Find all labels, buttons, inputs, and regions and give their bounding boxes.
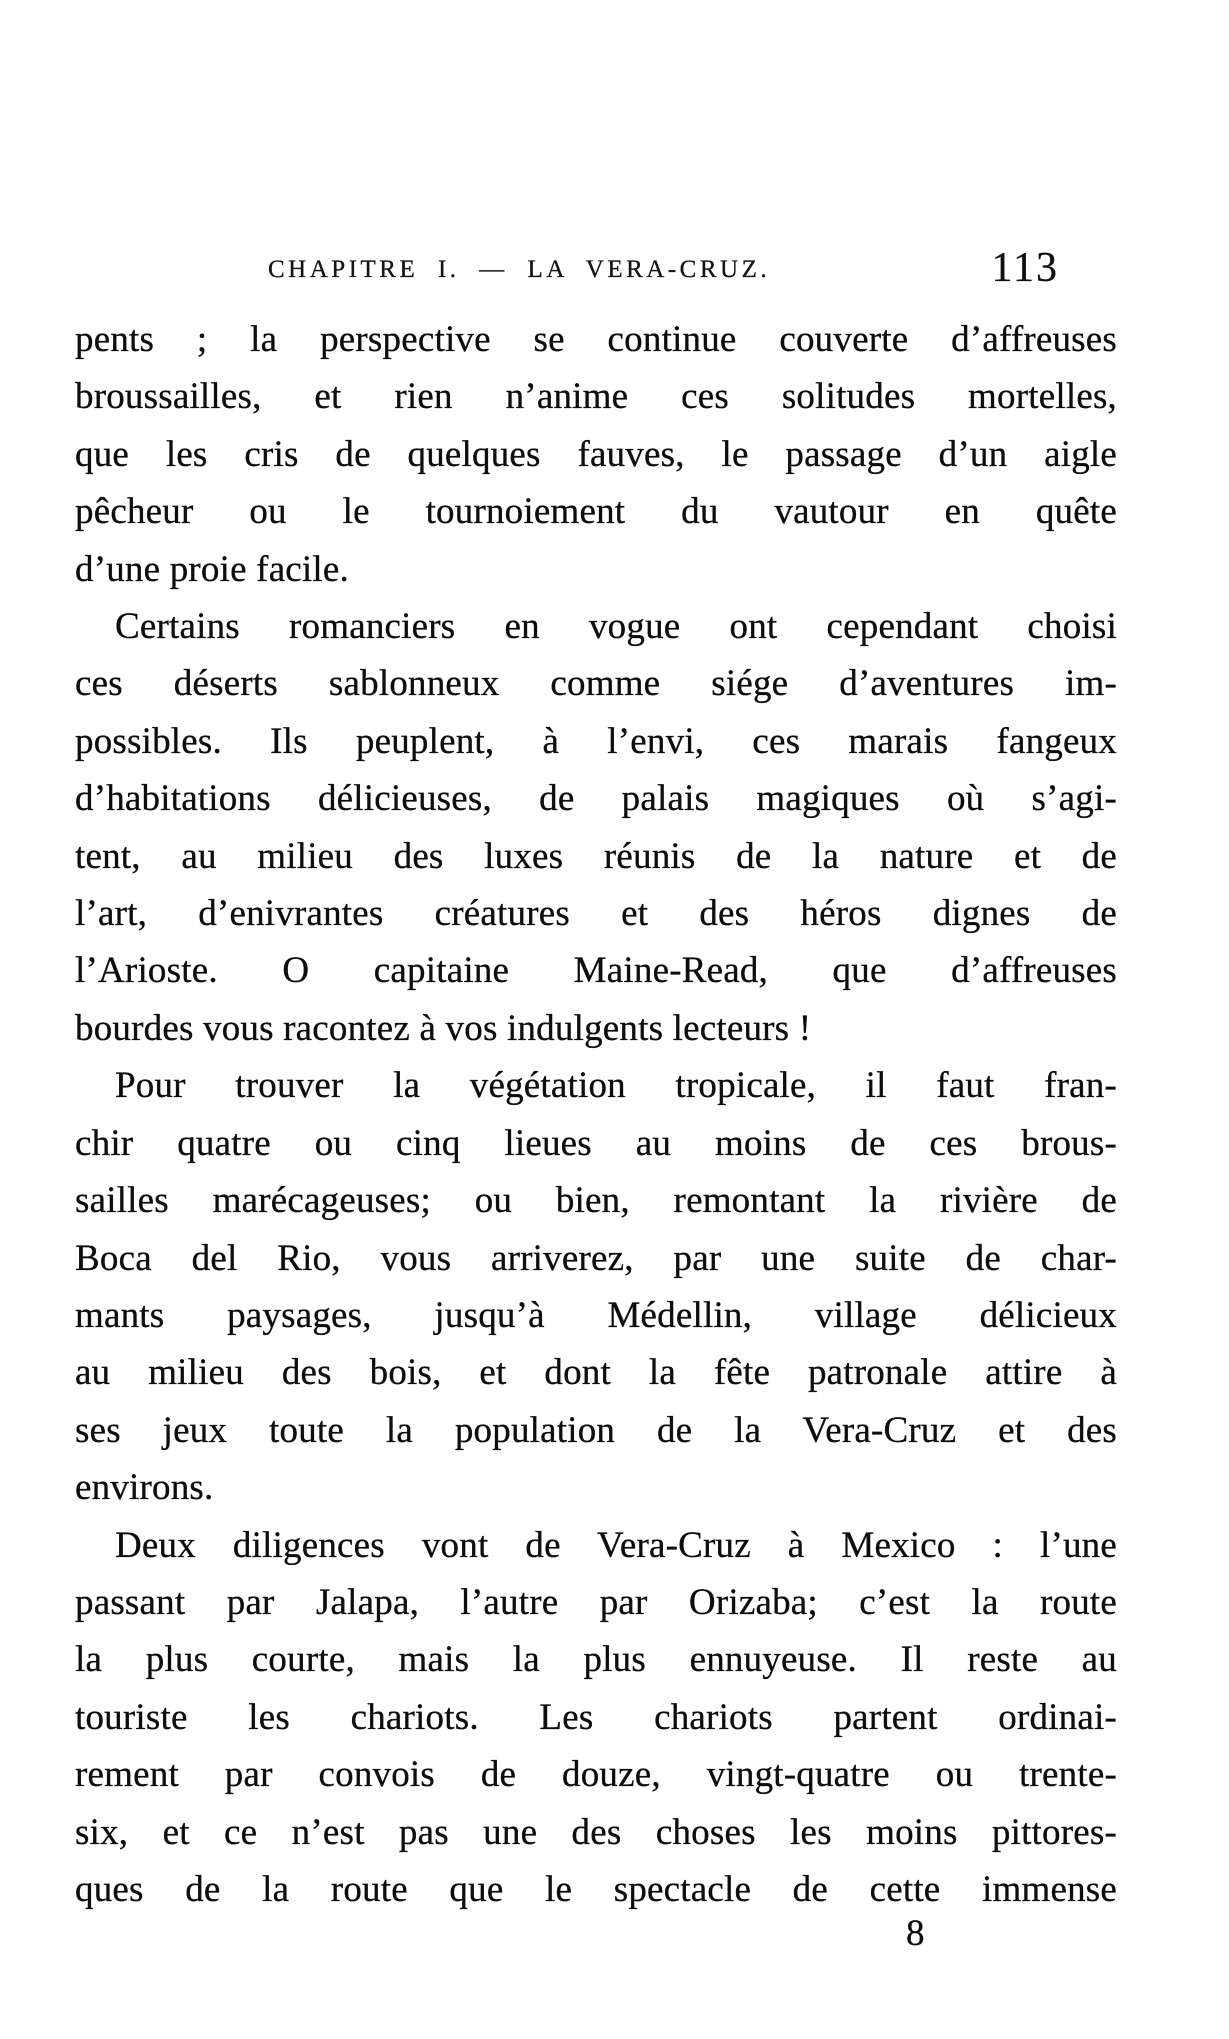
text-line: bourdes vous racontez à vos indulgents lecteurs ! bbox=[75, 1007, 812, 1049]
paragraph bbox=[75, 1517, 1117, 1919]
text-line: ses jeux toute la population de la Vera-Cruz et des bbox=[75, 1409, 1117, 1451]
text-line: pents ; la perspective se continue couverte d’affreuses bbox=[75, 319, 1117, 360]
text-line: six, et ce n’est pas une des choses les moins pittores- bbox=[75, 1811, 1117, 1853]
text-line: rement par convois de douze, vingt-quatre ou trente- bbox=[75, 1754, 1117, 1796]
text-line: au milieu des bois, et dont la fête patronale attire à bbox=[75, 1352, 1117, 1394]
text-line: la plus courte, mais la plus ennuyeuse. Il reste au bbox=[75, 1639, 1117, 1681]
text-line: Certains romanciers en vogue ont cependant choisi bbox=[115, 606, 1117, 648]
text-line: tent, au milieu des luxes réunis de la nature et de bbox=[75, 835, 1117, 877]
signature-mark: 8 bbox=[906, 1913, 925, 1954]
text-line: que les cris de quelques fauves, le passage d’un aigle bbox=[75, 433, 1117, 475]
text-line: Boca del Rio, vous arriverez, par une suite de char- bbox=[75, 1237, 1117, 1279]
page-number: 113 bbox=[991, 245, 1059, 291]
text-line: d’habitations délicieuses, de palais magiques où s’agi- bbox=[75, 778, 1117, 820]
text-line: environs. bbox=[75, 1467, 214, 1509]
text-line: possibles. Ils peuplent, à l’envi, ces marais fangeux bbox=[75, 720, 1117, 762]
text-line: Deux diligences vont de Vera-Cruz à Mexico : l’une bbox=[115, 1524, 1117, 1566]
text-line: pêcheur ou le tournoiement du vautour en quête bbox=[75, 491, 1117, 533]
body-text bbox=[75, 311, 1117, 1918]
running-title: CHAPITRE I. — LA VERA-CRUZ. bbox=[268, 256, 771, 283]
text-line: mants paysages, jusqu’à Médellin, village délicieux bbox=[75, 1294, 1117, 1336]
text-line: touriste les chariots. Les chariots partent ordinai- bbox=[75, 1696, 1117, 1738]
paragraph bbox=[75, 1057, 1117, 1516]
text-line: broussailles, et rien n’anime ces solitudes mortelles, bbox=[75, 376, 1117, 418]
page-header bbox=[75, 246, 1117, 296]
text-line: ces déserts sablonneux comme siége d’aventures im- bbox=[75, 663, 1117, 705]
paragraph bbox=[75, 311, 1117, 598]
paragraph bbox=[75, 598, 1117, 1057]
text-line: l’art, d’enivrantes créatures et des héros dignes de bbox=[75, 893, 1117, 935]
text-line: sailles marécageuses; ou bien, remontant la rivière de bbox=[75, 1180, 1117, 1222]
text-line: Pour trouver la végétation tropicale, il faut fran- bbox=[115, 1065, 1117, 1107]
text-line: chir quatre ou cinq lieues au moins de ces brous- bbox=[75, 1122, 1117, 1164]
text-line: l’Arioste. O capitaine Maine-Read, que d’affreuses bbox=[75, 950, 1117, 992]
text-line: d’une proie facile. bbox=[75, 548, 349, 590]
text-line: ques de la route que le spectacle de cette immense bbox=[75, 1868, 1117, 1910]
text-line: passant par Jalapa, l’autre par Orizaba; c’est la route bbox=[75, 1581, 1117, 1623]
